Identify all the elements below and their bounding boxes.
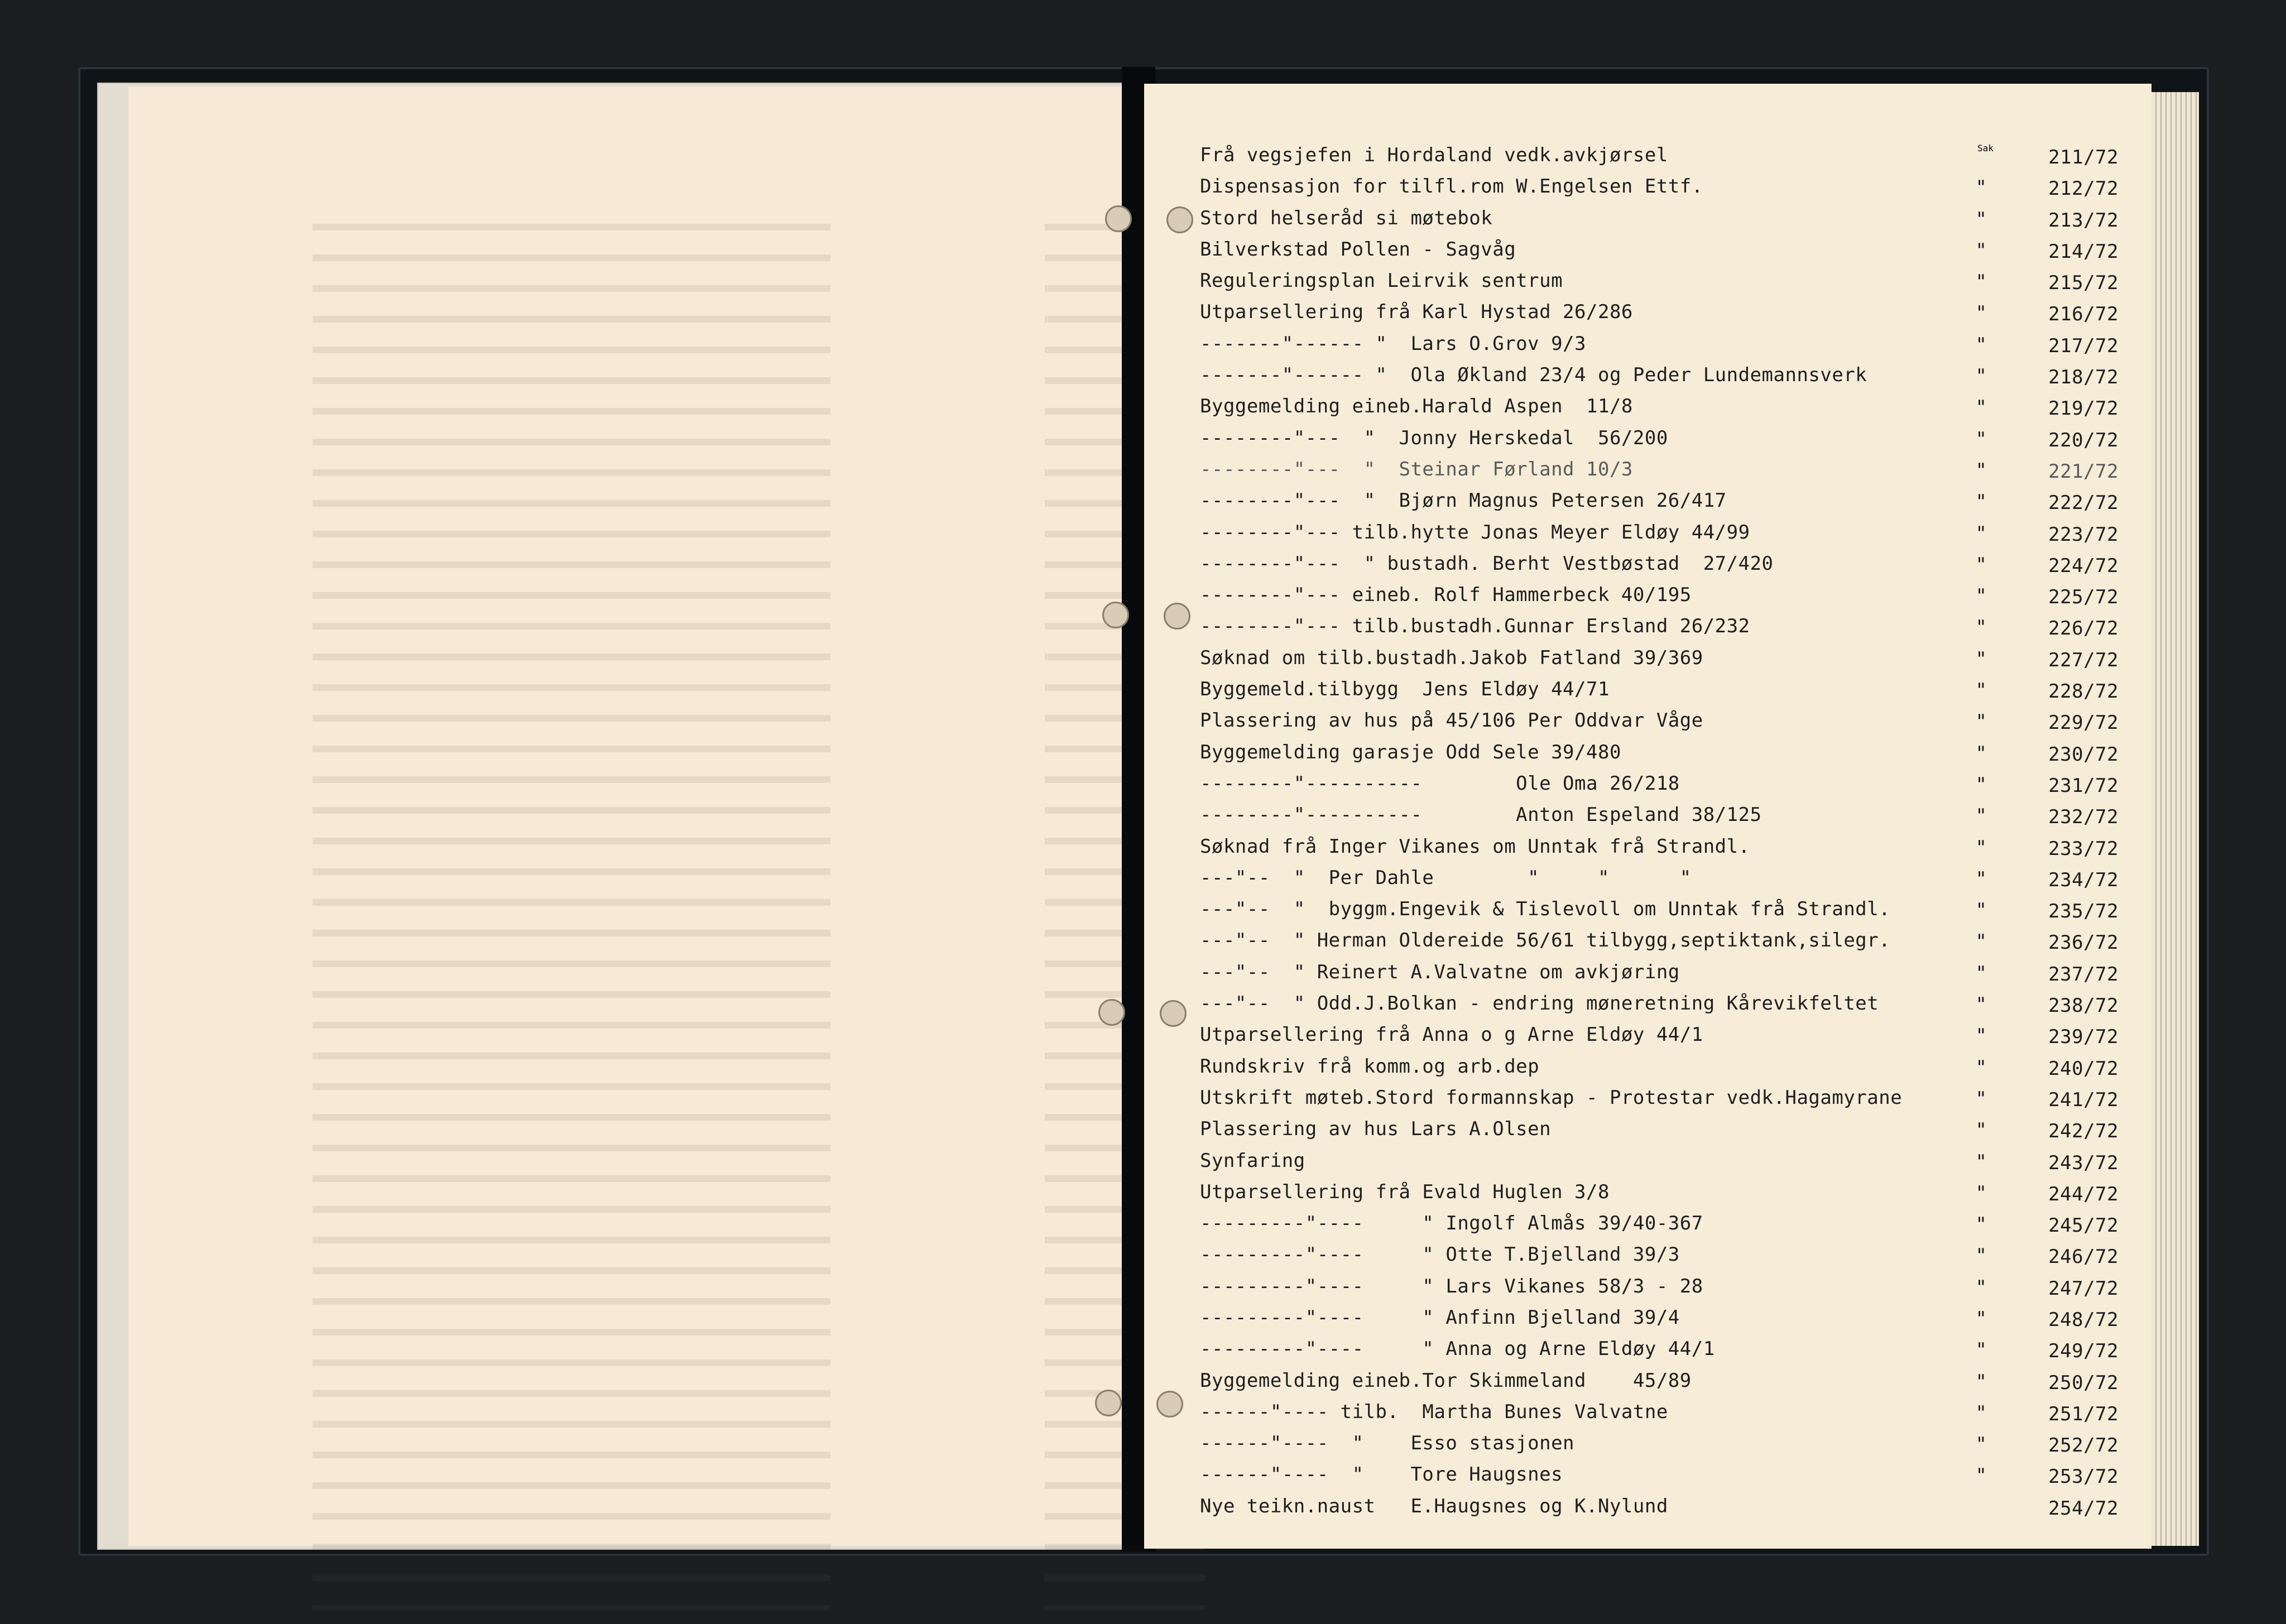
entry-ditto: " xyxy=(1975,553,1987,576)
register-entry xyxy=(1200,611,2121,642)
entry-ditto: " xyxy=(1975,993,1987,1016)
entry-number: 251/72 xyxy=(2048,1402,2119,1425)
register-entry xyxy=(1200,1396,2121,1428)
register-entry xyxy=(1200,705,2121,736)
register-entry xyxy=(1200,1491,2121,1522)
entry-ditto: " xyxy=(1975,1181,1987,1204)
entry-ditto: " xyxy=(1975,365,1987,388)
entry-ditto: " xyxy=(1975,176,1987,199)
page-edges xyxy=(2151,92,2199,1546)
entry-text: Plassering av hus på 45/106 Per Oddvar Våge xyxy=(1200,709,1703,732)
entry-ditto: " xyxy=(1975,962,1987,984)
entry-number: 213/72 xyxy=(2048,209,2119,232)
entry-text: ------"---- " Tore Haugsnes xyxy=(1200,1463,1563,1486)
register-entry xyxy=(1200,1333,2121,1364)
entry-number: 219/72 xyxy=(2048,397,2119,420)
entry-ditto: " xyxy=(1975,1150,1987,1173)
entry-ditto: " xyxy=(1975,616,1987,639)
entry-text: Rundskriv frå komm.og arb.dep xyxy=(1200,1055,1540,1078)
entry-number: 227/72 xyxy=(2048,648,2119,671)
entry-number: 252/72 xyxy=(2048,1434,2119,1457)
entry-text: ------"---- " Esso stasjonen xyxy=(1200,1432,1575,1455)
register-entry xyxy=(1200,140,2121,171)
entry-number: 254/72 xyxy=(2048,1497,2119,1520)
entry-text: ---"-- " Per Dahle " " " xyxy=(1200,866,1692,889)
register-entry xyxy=(1200,1208,2121,1239)
register-entry xyxy=(1200,517,2121,548)
register-entry xyxy=(1200,328,2121,359)
entry-text: Byggemeld.tilbygg Jens Eldøy 44/71 xyxy=(1200,678,1610,701)
register-entry xyxy=(1200,234,2121,265)
register-entry xyxy=(1200,893,2121,925)
entry-number: 216/72 xyxy=(2048,303,2119,326)
entry-text: ---------"---- " Anna og Arne Eldøy 44/1 xyxy=(1200,1338,1715,1361)
register-entry xyxy=(1200,862,2121,893)
entry-text: Synfaring xyxy=(1200,1149,1305,1172)
entry-number: 239/72 xyxy=(2048,1026,2119,1049)
entry-text: ---"-- " Herman Oldereide 56/61 tilbygg,septiktank,silegr. xyxy=(1200,929,1891,952)
register-entry xyxy=(1200,988,2121,1019)
entry-text: ---"-- " Reinert A.Valvatne om avkjøring xyxy=(1200,960,1680,983)
entry-number: 229/72 xyxy=(2048,712,2119,734)
entry-number: 222/72 xyxy=(2048,492,2119,515)
entry-ditto: " xyxy=(1975,1433,1987,1456)
entry-number: 253/72 xyxy=(2048,1466,2119,1488)
register-entry xyxy=(1200,831,2121,862)
entry-ditto: " xyxy=(1975,1087,1987,1110)
entry-ditto: " xyxy=(1975,1119,1987,1142)
entry-text: Utparsellering frå Anna o g Arne Eldøy 44/1 xyxy=(1200,1024,1703,1046)
punch-hole-icon xyxy=(1098,999,1125,1026)
entry-text: ------"---- tilb. Martha Bunes Valvatne xyxy=(1200,1400,1668,1423)
entry-text: Byggemelding garasje Odd Sele 39/480 xyxy=(1200,741,1621,763)
punch-hole-icon xyxy=(1102,602,1129,628)
entry-ditto: " xyxy=(1975,899,1987,922)
entry-number: 236/72 xyxy=(2048,931,2119,954)
register-entry xyxy=(1200,203,2121,234)
entry-number: 233/72 xyxy=(2048,837,2119,860)
entry-text: Reguleringsplan Leirvik sentrum xyxy=(1200,270,1563,292)
entry-text: ---"-- " Odd.J.Bolkan - endring møneretning Kårevikfeltet xyxy=(1200,992,1879,1015)
entry-text: --------"--- " Jonny Herskedal 56/200 xyxy=(1200,426,1668,449)
entry-text: Stord helseråd si møtebok xyxy=(1200,206,1493,229)
entry-ditto: " xyxy=(1975,1025,1987,1048)
entry-number: 225/72 xyxy=(2048,586,2119,609)
left-page xyxy=(128,87,1122,1546)
entry-number: 223/72 xyxy=(2048,523,2119,546)
register-entry xyxy=(1200,1302,2121,1333)
punch-hole-icon xyxy=(1095,1390,1122,1416)
entry-text: --------"--- " bustadh. Berht Vestbøstad 27/420 xyxy=(1200,552,1774,575)
entry-number: 243/72 xyxy=(2048,1151,2119,1174)
register-entry xyxy=(1200,1459,2121,1490)
register-entry xyxy=(1200,296,2121,328)
entry-text: Bilverkstad Pollen - Sagvåg xyxy=(1200,238,1516,261)
entry-text: --------"--- tilb.bustadh.Gunnar Ersland 26/232 xyxy=(1200,615,1750,638)
entry-number: 244/72 xyxy=(2048,1183,2119,1205)
entry-number: 221/72 xyxy=(2048,460,2119,483)
entry-number: 237/72 xyxy=(2048,963,2119,986)
entry-number: 240/72 xyxy=(2048,1057,2119,1080)
register-list xyxy=(1200,140,2121,1522)
bleed-through-text xyxy=(313,215,1206,1610)
entry-ditto: " xyxy=(1975,742,1987,765)
entry-text: --------"---------- Anton Espeland 38/125 xyxy=(1200,804,1762,827)
entry-text: Byggemelding eineb.Harald Aspen 11/8 xyxy=(1200,395,1633,418)
entry-ditto: " xyxy=(1975,930,1987,953)
entry-ditto: " xyxy=(1975,333,1987,356)
entry-ditto: " xyxy=(1975,1370,1987,1393)
entry-ditto: " xyxy=(1975,585,1987,608)
register-entry xyxy=(1200,1019,2121,1050)
entry-number: 211/72 xyxy=(2048,146,2119,169)
register-entry xyxy=(1200,454,2121,485)
entry-text: --------"--- eineb. Rolf Hammerbeck 40/195 xyxy=(1200,584,1692,607)
entry-text: Dispensasjon for tilfl.rom W.Engelsen Ettf. xyxy=(1200,175,1703,198)
entry-ditto: " xyxy=(1975,710,1987,733)
entry-number: 220/72 xyxy=(2048,429,2119,451)
entry-number: 230/72 xyxy=(2048,743,2119,766)
entry-ditto: " xyxy=(1975,396,1987,419)
entry-text: -------"------ " Ola Økland 23/4 og Peder Lundemannsverk xyxy=(1200,364,1867,387)
punch-hole-icon xyxy=(1164,603,1190,630)
entry-text: Søknad om tilb.bustadh.Jakob Fatland 39/369 xyxy=(1200,646,1703,669)
entry-ditto: " xyxy=(1975,1245,1987,1267)
entry-text: Utskrift møteb.Stord formannskap - Protestar vedk.Hagamyrane xyxy=(1200,1086,1903,1109)
register-entry xyxy=(1200,1082,2121,1113)
register-entry xyxy=(1200,1239,2121,1270)
entry-text: -------"------ " Lars O.Grov 9/3 xyxy=(1200,332,1587,355)
entry-ditto: " xyxy=(1975,459,1987,482)
entry-number: 245/72 xyxy=(2048,1214,2119,1237)
entry-ditto: " xyxy=(1975,679,1987,702)
entry-text: ---------"---- " Otte T.Bjelland 39/3 xyxy=(1200,1243,1680,1266)
register-entry xyxy=(1200,957,2121,988)
entry-number: 247/72 xyxy=(2048,1277,2119,1300)
entry-text: ---------"---- " Anfinn Bjelland 39/4 xyxy=(1200,1306,1680,1329)
entry-number: 249/72 xyxy=(2048,1340,2119,1363)
entry-number: 242/72 xyxy=(2048,1120,2119,1143)
register-entry xyxy=(1200,1428,2121,1459)
entry-ditto: " xyxy=(1975,271,1987,294)
register-entry xyxy=(1200,171,2121,202)
punch-hole-icon xyxy=(1105,205,1132,232)
entry-ditto: " xyxy=(1975,522,1987,545)
entry-text: Utparsellering frå Evald Huglen 3/8 xyxy=(1200,1180,1610,1203)
punch-hole-icon xyxy=(1166,206,1193,233)
entry-text: Nye teikn.naust E.Haugsnes og K.Nylund xyxy=(1200,1495,1668,1517)
register-entry xyxy=(1200,265,2121,296)
entry-ditto: " xyxy=(1975,1464,1987,1487)
entry-number: 248/72 xyxy=(2048,1308,2119,1331)
register-entry xyxy=(1200,768,2121,799)
entry-text: Frå vegsjefen i Hordaland vedk.avkjørsel xyxy=(1200,144,1668,166)
entry-ditto: " xyxy=(1975,491,1987,513)
entry-number: 232/72 xyxy=(2048,806,2119,829)
register-entry xyxy=(1200,1145,2121,1176)
register-entry xyxy=(1200,1271,2121,1302)
entry-ditto: " xyxy=(1975,1213,1987,1236)
entry-number: 217/72 xyxy=(2048,334,2119,357)
entry-ditto: " xyxy=(1975,302,1987,325)
entry-text: Utparsellering frå Karl Hystad 26/286 xyxy=(1200,301,1633,324)
register-entry xyxy=(1200,642,2121,674)
register-entry xyxy=(1200,359,2121,391)
entry-ditto: " xyxy=(1975,1056,1987,1079)
register-entry xyxy=(1200,391,2121,422)
entry-text: Byggemelding eineb.Tor Skimmeland 45/89 xyxy=(1200,1369,1692,1392)
entry-number: 246/72 xyxy=(2048,1246,2119,1269)
entry-ditto: " xyxy=(1975,805,1987,828)
punch-hole-icon xyxy=(1156,1391,1183,1418)
entry-number: 231/72 xyxy=(2048,774,2119,797)
entry-number: 215/72 xyxy=(2048,272,2119,295)
entry-number: 250/72 xyxy=(2048,1371,2119,1394)
entry-number: 235/72 xyxy=(2048,900,2119,923)
entry-text: ---"-- " byggm.Engevik & Tislevoll om Unntak frå Strandl. xyxy=(1200,898,1891,921)
entry-number: 238/72 xyxy=(2048,994,2119,1017)
entry-ditto: " xyxy=(1975,1401,1987,1424)
register-entry xyxy=(1200,422,2121,454)
entry-number: 241/72 xyxy=(2048,1088,2119,1111)
entry-number: 212/72 xyxy=(2048,177,2119,200)
entry-ditto: " xyxy=(1975,239,1987,262)
register-entry xyxy=(1200,485,2121,516)
entry-text: --------"--- " Steinar Førland 10/3 xyxy=(1200,458,1633,481)
register-entry xyxy=(1200,1113,2121,1145)
entry-text: Søknad frå Inger Vikanes om Unntak frå Strandl. xyxy=(1200,835,1750,858)
entry-number: 224/72 xyxy=(2048,554,2119,577)
register-entry xyxy=(1200,579,2121,611)
entry-number: 218/72 xyxy=(2048,366,2119,389)
entry-text: --------"---------- Ole Oma 26/218 xyxy=(1200,772,1680,795)
entry-ditto: " xyxy=(1975,773,1987,796)
entry-text: --------"--- " Bjørn Magnus Petersen 26/417 xyxy=(1200,489,1727,512)
entry-ditto: " xyxy=(1975,647,1987,670)
punch-hole-icon xyxy=(1160,1000,1187,1027)
entry-text: --------"--- tilb.hytte Jonas Meyer Eldøy 44/99 xyxy=(1200,521,1750,544)
entry-number: 226/72 xyxy=(2048,617,2119,640)
entry-text: Plassering av hus Lars A.Olsen xyxy=(1200,1118,1552,1141)
entry-ditto: " xyxy=(1975,1307,1987,1330)
entry-number: 228/72 xyxy=(2048,680,2119,703)
entry-ditto: " xyxy=(1975,1276,1987,1299)
entry-ditto: " xyxy=(1975,1339,1987,1362)
entry-number: 234/72 xyxy=(2048,868,2119,891)
entry-text: ---------"---- " Ingolf Almås 39/40-367 xyxy=(1200,1212,1703,1235)
sak-header: Sak xyxy=(1977,143,1994,153)
register-entry xyxy=(1200,925,2121,956)
register-entry xyxy=(1200,799,2121,830)
register-entry xyxy=(1200,1176,2121,1208)
entry-ditto: " xyxy=(1975,427,1987,450)
register-entry xyxy=(1200,1051,2121,1082)
entry-ditto: " xyxy=(1975,208,1987,230)
register-entry xyxy=(1200,674,2121,705)
register-entry xyxy=(1200,737,2121,768)
entry-text: ---------"---- " Lars Vikanes 58/3 - 28 xyxy=(1200,1275,1703,1298)
entry-ditto: " xyxy=(1975,867,1987,890)
register-entry xyxy=(1200,548,2121,579)
entry-ditto: " xyxy=(1975,836,1987,859)
entry-number: 214/72 xyxy=(2048,240,2119,263)
register-entry xyxy=(1200,1365,2121,1396)
